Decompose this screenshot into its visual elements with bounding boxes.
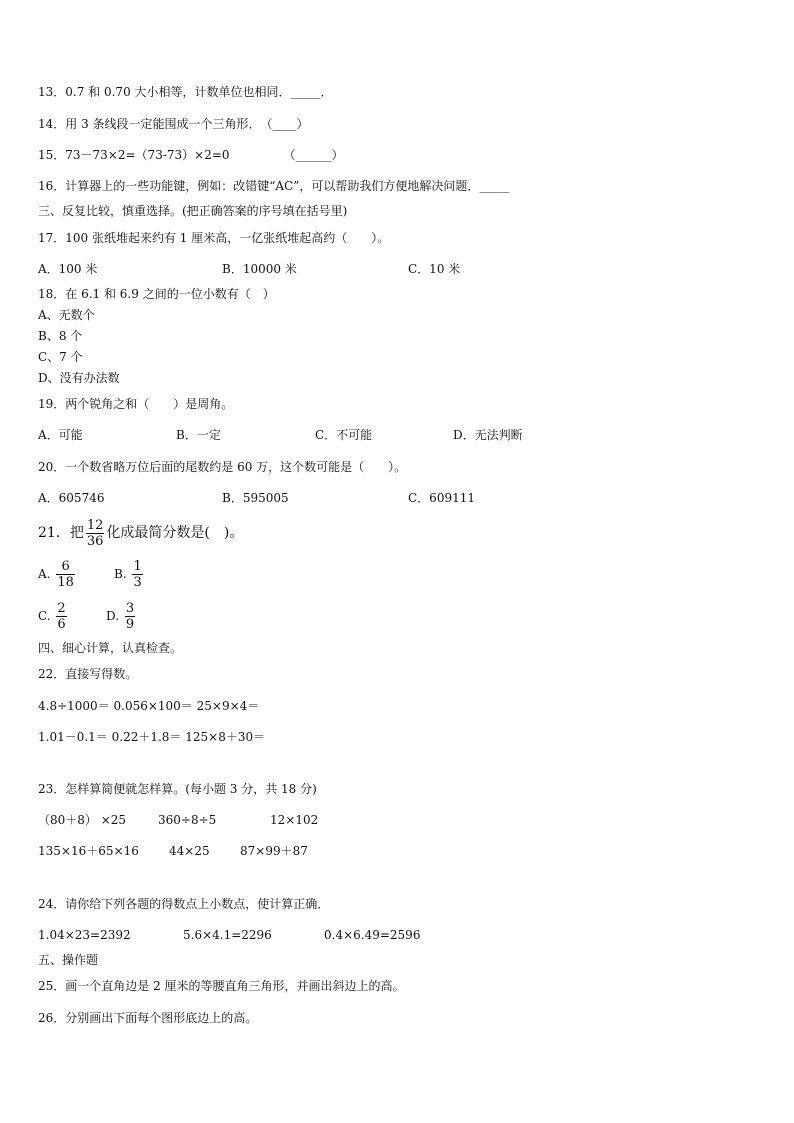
section3-heading: 三、反复比较，慎重选择。(把正确答案的序号填在括号里) xyxy=(38,204,348,218)
q20-option-c: C．609111 xyxy=(408,491,475,505)
q20-option-a: A．605746 xyxy=(38,491,105,505)
q19-option-d: D．无法判断 xyxy=(453,428,523,442)
q20-stem: 20．一个数省略万位后面的尾数约是 60 万，这个数可能是（ ）。 xyxy=(38,460,407,474)
q17-stem: 17．100 张纸堆起来约有 1 厘米高，一亿张纸堆起高约（ ）。 xyxy=(38,231,390,245)
q17-option-c: C．10 米 xyxy=(408,262,461,276)
q26: 26．分别画出下面每个图形底边上的高。 xyxy=(38,1011,258,1025)
q17-option-a: A．100 米 xyxy=(38,262,98,276)
q23-item: 87×99＋87 xyxy=(240,844,308,858)
q18-option-a: A、无数个 xyxy=(38,308,95,322)
q21-option-d-fraction xyxy=(125,601,135,632)
q21-option-c-numerator: 2 xyxy=(57,601,66,616)
q14: 14．用 3 条线段一定能围成一个三角形． （____） xyxy=(38,117,309,131)
q15: 15．73－73×2=（73-73）×2=0 （______） xyxy=(38,148,344,162)
q21-option-a-denominator: 18 xyxy=(57,575,74,590)
q21-option-a-fraction xyxy=(56,559,75,590)
q21-option-d xyxy=(106,599,137,633)
q18-stem: 18．在 6.1 和 6.9 之间的一位小数有（ ） xyxy=(38,287,275,301)
q23-item: 360÷8÷5 xyxy=(158,813,217,827)
q21-option-b-label: B. xyxy=(114,567,127,581)
q24-item: 5.6×4.1=2296 xyxy=(183,928,272,942)
q16: 16．计算器上的一些功能键，例如：改错键“AC”，可以帮助我们方便地解决问题．_____ xyxy=(38,179,510,193)
q21-suffix: 化成最简分数是( )。 xyxy=(106,525,244,541)
q19-option-c: C．不可能 xyxy=(315,428,373,442)
q17-option-b: B．10000 米 xyxy=(222,262,297,276)
q21-fraction-numerator: 12 xyxy=(86,517,104,533)
q19-option-b: B．一定 xyxy=(176,428,221,442)
q21-option-c xyxy=(38,599,69,633)
q18-option-d: D、没有办法数 xyxy=(38,371,120,385)
q21-option-b xyxy=(114,557,145,591)
q21-fraction xyxy=(86,518,105,549)
q21-option-a-label: A. xyxy=(38,567,51,581)
q21-option-b-fraction xyxy=(132,559,142,590)
q23-item: 12×102 xyxy=(270,813,319,827)
q21-fraction-denominator: 36 xyxy=(86,533,104,549)
q18-option-c: C、7 个 xyxy=(38,350,83,364)
section5-heading: 五、操作题 xyxy=(38,953,99,967)
q23-stem: 23．怎样算简便就怎样算。(每小题 3 分，共 18 分) xyxy=(38,782,317,796)
q13: 13．0.7 和 0.70 大小相等，计数单位也相同．_____． xyxy=(38,85,333,99)
q21-option-d-denominator: 9 xyxy=(125,617,135,632)
q23-item: 44×25 xyxy=(169,844,210,858)
q19-option-a: A．可能 xyxy=(38,428,83,442)
q19-stem: 19．两个锐角之和（ ）是周角。 xyxy=(38,397,234,411)
q24-item: 0.4×6.49=2596 xyxy=(324,928,421,942)
q21-option-c-label: C. xyxy=(38,609,51,623)
q21-option-a xyxy=(38,557,77,591)
q24-stem: 24．请你给下列各题的得数点上小数点，使计算正确． xyxy=(38,897,330,911)
q22-row-1: 4.8÷1000＝ 0.056×100＝ 25×9×4＝ xyxy=(38,699,260,713)
q21-option-c-denominator: 6 xyxy=(57,617,66,632)
section4-heading: 四、细心计算，认真检查。 xyxy=(38,641,183,655)
q25: 25．画一个直角边是 2 厘米的等腰直角三角形，并画出斜边上的高。 xyxy=(38,979,405,993)
q21-option-a-numerator: 6 xyxy=(61,559,70,574)
q18-option-b: B、8 个 xyxy=(38,329,83,343)
q21-prefix: 21．把 xyxy=(38,525,84,541)
q21-option-c-fraction xyxy=(56,601,66,632)
q22-row-2: 1.01－0.1＝ 0.22＋1.8＝ 125×8＋30＝ xyxy=(38,730,266,744)
q20-option-b: B．595005 xyxy=(222,491,289,505)
q23-item: （80＋8） ×25 xyxy=(38,813,127,827)
q21-option-b-denominator: 3 xyxy=(133,575,142,590)
q23-item: 135×16＋65×16 xyxy=(38,844,139,858)
q21-stem xyxy=(38,516,243,550)
q22-stem: 22．直接写得数。 xyxy=(38,667,138,681)
q24-item: 1.04×23=2392 xyxy=(38,928,131,942)
q21-option-d-numerator: 3 xyxy=(125,601,135,616)
q21-option-b-numerator: 1 xyxy=(133,559,142,574)
q21-option-d-label: D. xyxy=(106,609,120,623)
